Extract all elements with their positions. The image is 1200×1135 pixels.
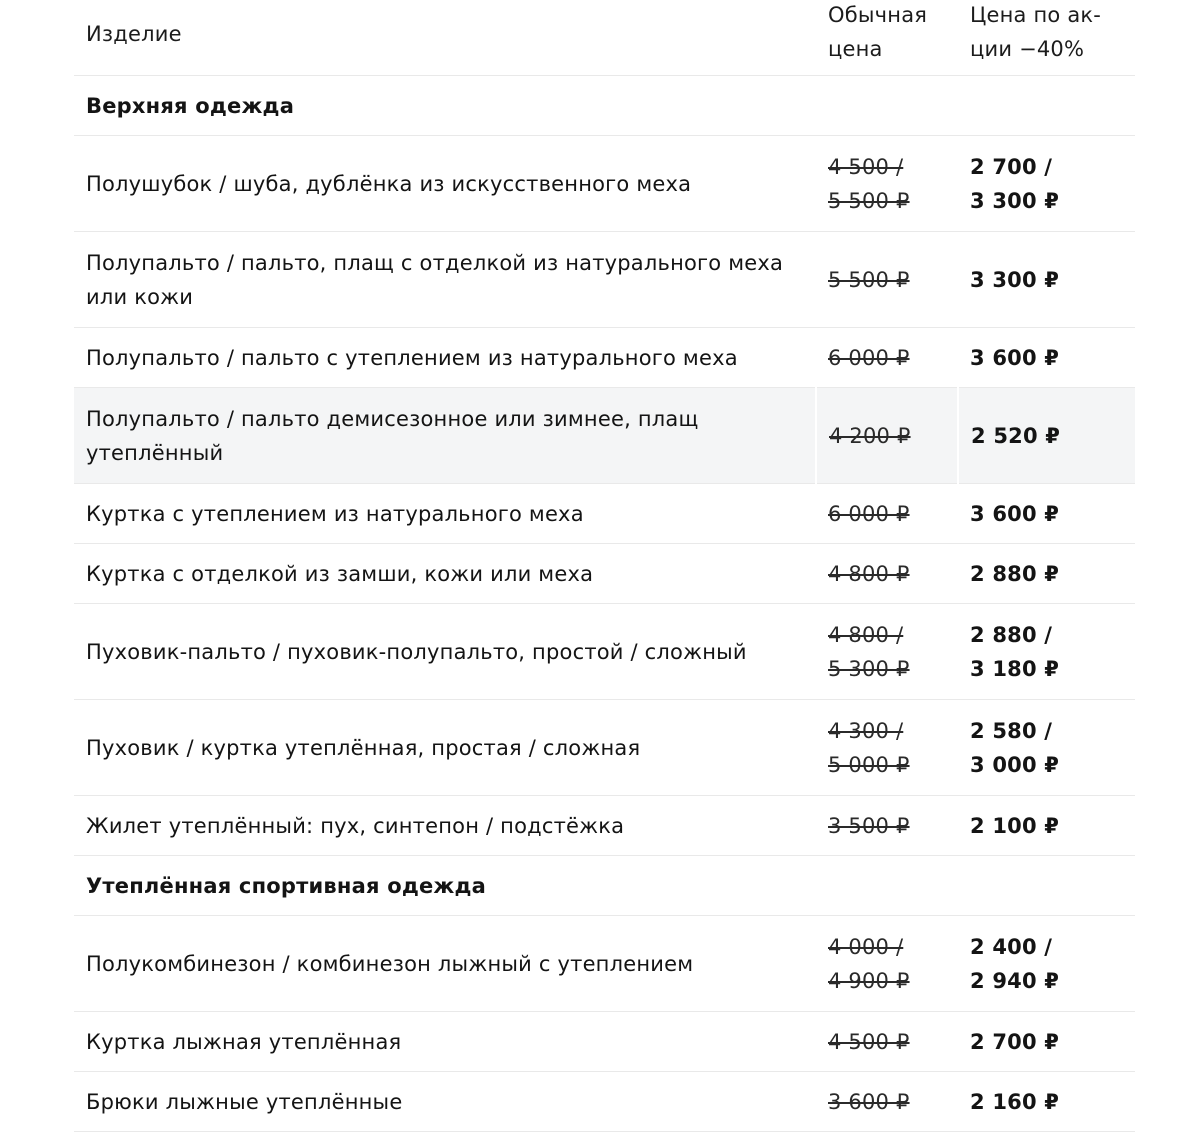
table-row [74, 484, 1135, 544]
regular-price [816, 388, 958, 484]
item-name: Куртка лыжная утеплённая [74, 1012, 816, 1072]
promo-price [958, 796, 1135, 856]
promo-price-line: 2 400 / [970, 934, 1053, 959]
promo-price [958, 604, 1135, 700]
table-row [74, 544, 1135, 604]
header-line: ции −40% [970, 36, 1085, 61]
promo-price-line: 3 600 ₽ [970, 345, 1060, 370]
section-title: Утеплённая спортивная одежда [74, 856, 1135, 916]
promo-price-line: 3 300 ₽ [970, 267, 1060, 292]
promo-price [958, 700, 1135, 796]
header-item-label: Изделие [86, 21, 182, 46]
regular-price [816, 328, 958, 388]
item-name: Полупальто / пальто, плащ с отделкой из натурального меха или кожи [74, 232, 816, 328]
price-table [74, 0, 1135, 1132]
promo-price-line: 3 000 ₽ [970, 752, 1060, 777]
table-row [74, 388, 1135, 484]
regular-price-line: 5 300 ₽ [828, 656, 910, 681]
header-line: Цена по ак- [970, 2, 1102, 27]
header-regular-price [816, 0, 958, 76]
promo-price-line: 2 880 / [970, 622, 1053, 647]
regular-price [816, 1072, 958, 1132]
promo-price-line: 3 180 ₽ [970, 656, 1060, 681]
promo-price-line: 2 700 ₽ [970, 1029, 1060, 1054]
promo-price [958, 484, 1135, 544]
promo-price-line: 3 600 ₽ [970, 501, 1060, 526]
table-row [74, 232, 1135, 328]
table-body [74, 76, 1135, 1132]
item-name: Полушубок / шуба, дублёнка из искусственного меха [74, 136, 816, 232]
regular-price-line: 4 200 ₽ [829, 423, 911, 448]
item-name: Пуховик / куртка утеплённая, простая / сложная [74, 700, 816, 796]
table-row [74, 1072, 1135, 1132]
section-title: Верхняя одежда [74, 76, 1135, 136]
header-line: Обычная [828, 2, 928, 27]
regular-price-line: 6 000 ₽ [828, 345, 910, 370]
promo-price [958, 544, 1135, 604]
regular-price-line: 4 500 / [828, 154, 904, 179]
table-row [74, 328, 1135, 388]
promo-price [958, 232, 1135, 328]
regular-price-line: 4 000 / [828, 934, 904, 959]
item-name: Пуховик-пальто / пуховик-полупальто, простой / сложный [74, 604, 816, 700]
header-promo-price [958, 0, 1135, 76]
promo-price-line: 2 160 ₽ [970, 1089, 1060, 1114]
section-row [74, 76, 1135, 136]
regular-price [816, 484, 958, 544]
regular-price-line: 6 000 ₽ [828, 501, 910, 526]
regular-price [816, 136, 958, 232]
regular-price [816, 700, 958, 796]
item-name: Куртка с отделкой из замши, кожи или меха [74, 544, 816, 604]
header-regular-price-label [828, 0, 946, 66]
regular-price-line: 4 500 ₽ [828, 1029, 910, 1054]
promo-price-line: 2 100 ₽ [970, 813, 1060, 838]
item-name: Полупальто / пальто с утеплением из натурального меха [74, 328, 816, 388]
regular-price [816, 916, 958, 1012]
table-header [74, 0, 1135, 76]
promo-price-line: 3 300 ₽ [970, 188, 1060, 213]
promo-price-line: 2 940 ₽ [970, 968, 1060, 993]
promo-price [958, 388, 1135, 484]
regular-price [816, 1012, 958, 1072]
promo-price-line: 2 700 / [970, 154, 1053, 179]
promo-price [958, 1072, 1135, 1132]
table-row [74, 796, 1135, 856]
promo-price [958, 136, 1135, 232]
promo-price [958, 1012, 1135, 1072]
regular-price [816, 544, 958, 604]
regular-price-line: 4 800 ₽ [828, 561, 910, 586]
item-name: Куртка с утеплением из натурального меха [74, 484, 816, 544]
table-row [74, 700, 1135, 796]
regular-price-line: 5 000 ₽ [828, 752, 910, 777]
promo-price-line: 2 520 ₽ [971, 423, 1061, 448]
header-item [74, 0, 816, 76]
regular-price-line: 4 300 / [828, 718, 904, 743]
promo-price [958, 328, 1135, 388]
regular-price-line: 3 600 ₽ [828, 1089, 910, 1114]
item-name: Полупальто / пальто демисезонное или зимнее, плащ утеплённый [74, 388, 816, 484]
regular-price [816, 232, 958, 328]
table-row [74, 916, 1135, 1012]
item-name: Жилет утеплённый: пух, синтепон / подстёжка [74, 796, 816, 856]
promo-price [958, 916, 1135, 1012]
promo-price-line: 2 880 ₽ [970, 561, 1060, 586]
header-promo-price-label [970, 0, 1123, 66]
header-line: цена [828, 36, 883, 61]
regular-price [816, 604, 958, 700]
regular-price-line: 5 500 ₽ [828, 267, 910, 292]
table-row [74, 136, 1135, 232]
item-name: Брюки лыжные утеплённые [74, 1072, 816, 1132]
regular-price [816, 796, 958, 856]
promo-price-line: 2 580 / [970, 718, 1053, 743]
item-name: Полукомбинезон / комбинезон лыжный с утеплением [74, 916, 816, 1012]
regular-price-line: 3 500 ₽ [828, 813, 910, 838]
table-row [74, 604, 1135, 700]
regular-price-line: 4 800 / [828, 622, 904, 647]
table-row [74, 1012, 1135, 1072]
regular-price-line: 4 900 ₽ [828, 968, 910, 993]
section-row [74, 856, 1135, 916]
regular-price-line: 5 500 ₽ [828, 188, 910, 213]
header-row [74, 0, 1135, 76]
